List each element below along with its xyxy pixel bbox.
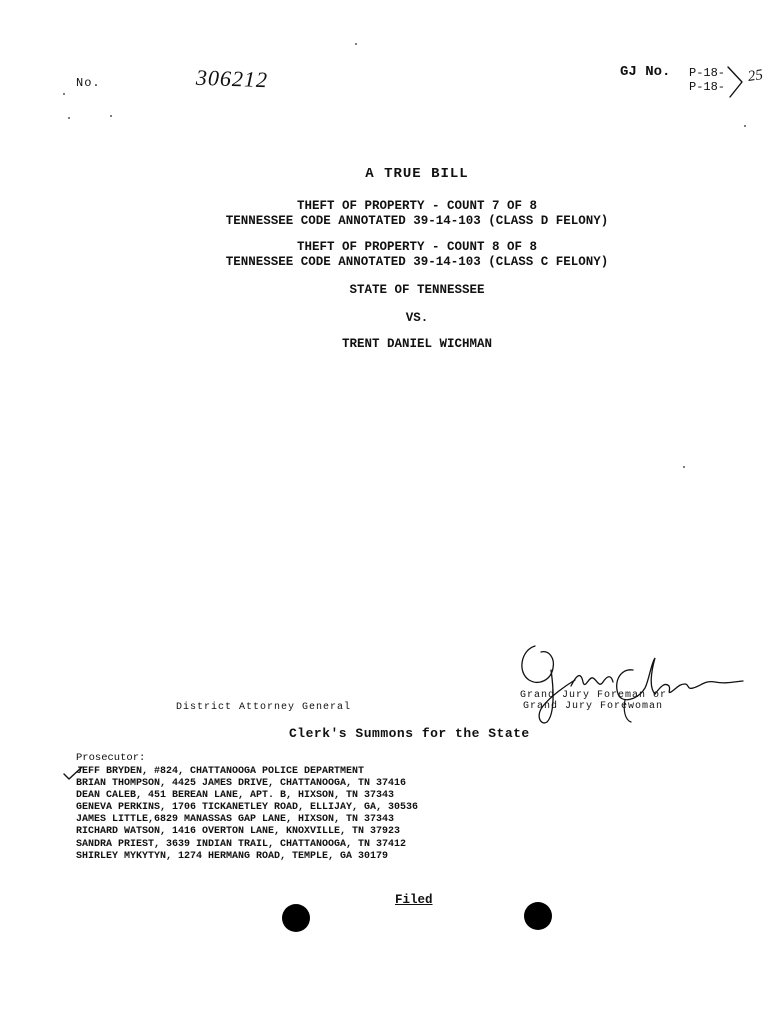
grand-jury-number-line-1: P-18- <box>689 66 726 80</box>
grand-jury-number-line-2: P-18- <box>689 80 726 94</box>
versus-label: VS. <box>405 311 429 325</box>
grand-jury-handwritten-number: 25 <box>746 67 764 85</box>
list-item: SHIRLEY MYKYTYN, 1274 HERMANG ROAD, TEMPLE, GA 30179 <box>76 850 389 862</box>
defendant-name: TRENT DANIEL WICHMAN <box>341 337 493 351</box>
scan-speck <box>355 43 357 45</box>
prosecutor-label: Prosecutor: <box>76 752 146 764</box>
list-item: JAMES LITTLE,6829 MANASSAS GAP LANE, HIXSON, TN 37343 <box>76 814 395 826</box>
witness-list <box>76 766 418 863</box>
list-item: SANDRA PRIEST, 3639 INDIAN TRAIL, CHATTANOOGA, TN 37412 <box>76 838 407 850</box>
punch-hole-icon <box>282 904 310 932</box>
plaintiff-name: STATE OF TENNESSEE <box>349 283 485 297</box>
clerks-summons-heading: Clerk's Summons for the State <box>289 726 530 741</box>
grand-jury-number-label: GJ No. <box>620 64 671 80</box>
document-number-label: No. <box>76 76 101 90</box>
filed-label: Filed <box>395 893 433 907</box>
foreman-label-line-1: Grand Jury Foreman or <box>520 690 668 701</box>
district-attorney-label: District Attorney General <box>176 702 352 713</box>
count-offense: THEFT OF PROPERTY - COUNT 8 OF 8 <box>296 240 538 254</box>
scan-speck <box>68 117 70 119</box>
handwritten-signature-icon <box>515 640 745 725</box>
document-number: 306212 <box>195 64 269 93</box>
punch-hole-icon <box>524 902 552 930</box>
count-statute: TENNESSEE CODE ANNOTATED 39-14-103 (CLASS D FELONY) <box>225 214 609 228</box>
scan-speck <box>744 125 746 127</box>
list-item: GENEVA PERKINS, 1706 TICKANETLEY ROAD, ELLIJAY, GA, 30536 <box>76 802 419 814</box>
list-item: DEAN CALEB, 451 BEREAN LANE, APT. B, HIXSON, TN 37343 <box>76 790 395 802</box>
count-statute: TENNESSEE CODE ANNOTATED 39-14-103 (CLASS C FELONY) <box>225 255 609 269</box>
document-title: A TRUE BILL <box>365 166 469 182</box>
scan-speck <box>63 93 65 95</box>
count-offense: THEFT OF PROPERTY - COUNT 7 OF 8 <box>296 199 538 213</box>
list-item: RICHARD WATSON, 1416 OVERTON LANE, KNOXVILLE, TN 37923 <box>76 826 401 838</box>
scan-speck <box>110 115 112 117</box>
list-item: BRIAN THOMPSON, 4425 JAMES DRIVE, CHATTANOOGA, TN 37416 <box>76 778 407 790</box>
list-item: JEFF BRYDEN, #824, CHATTANOOGA POLICE DEPARTMENT <box>76 766 365 777</box>
foreman-label-line-2: Grand Jury Forewoman <box>523 701 664 712</box>
scan-speck <box>683 466 685 468</box>
